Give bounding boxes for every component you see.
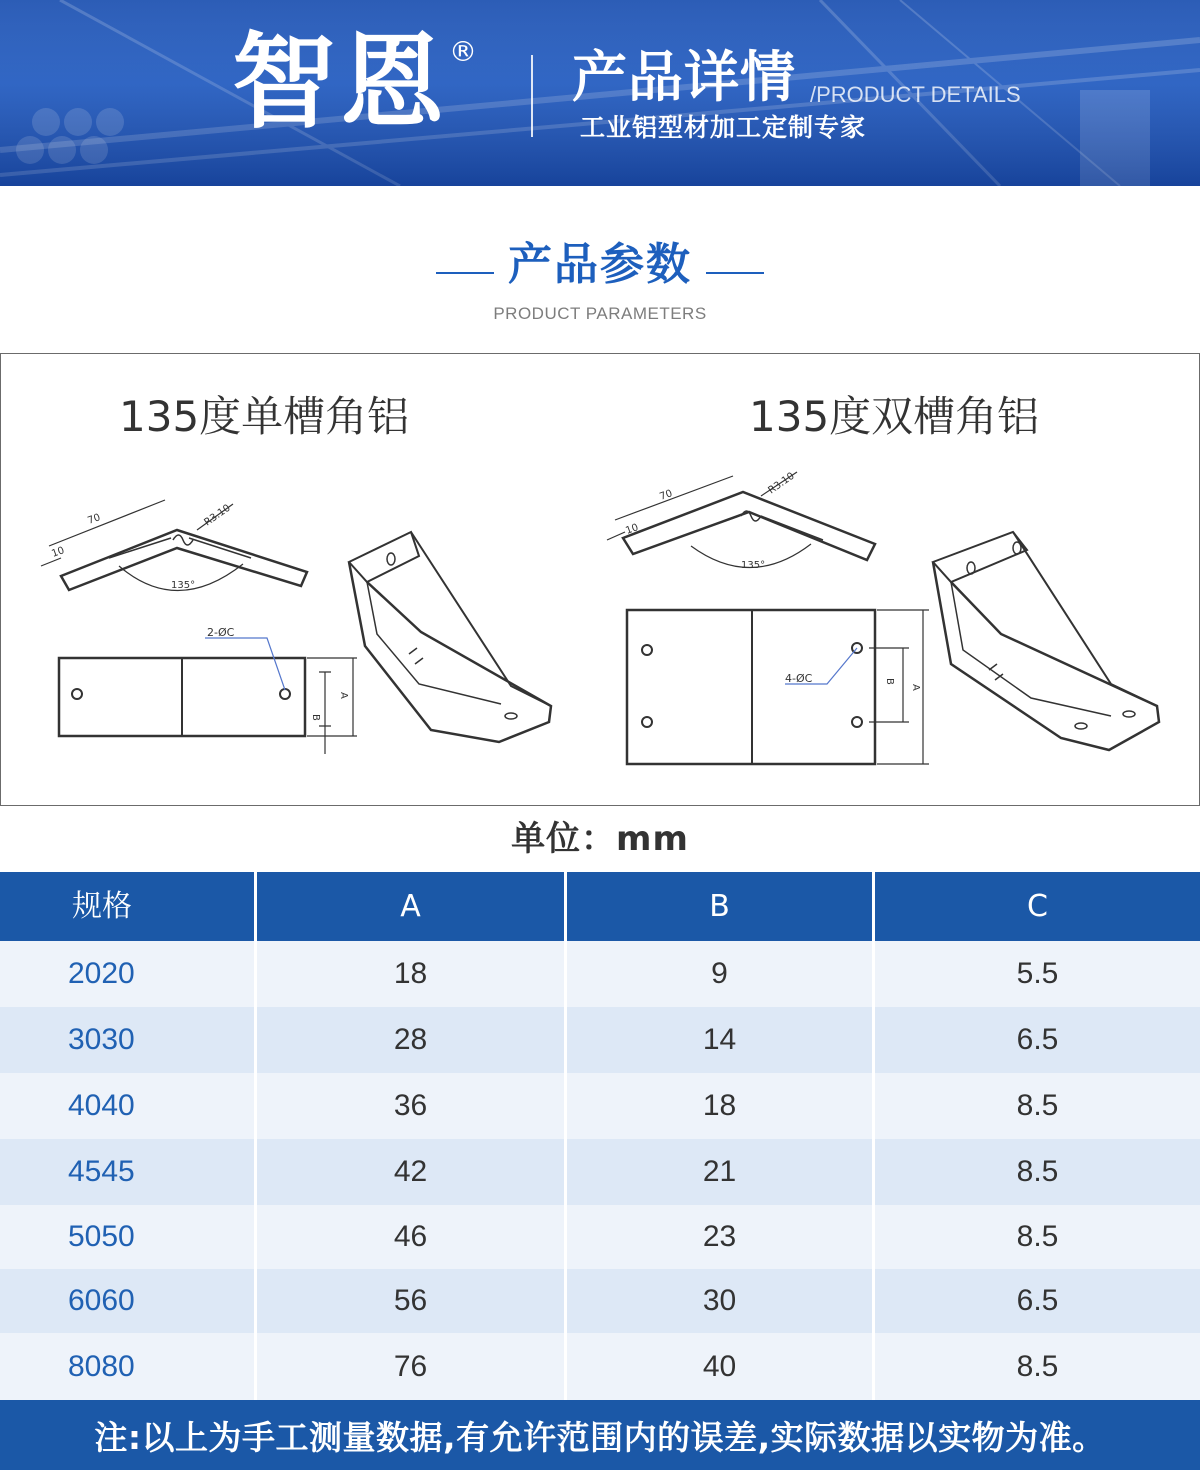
cell-spec: 2020 [0,941,254,1007]
cell-c: 8.5 [875,1073,1200,1139]
table-row [0,1333,1200,1400]
double-edge-dim: 10 [624,522,640,537]
cell-a: 46 [257,1205,564,1269]
single-slot-3d-view [349,532,551,742]
cell-b: 23 [567,1205,872,1269]
cell-a: 56 [257,1269,564,1333]
cell-b: 40 [567,1333,872,1400]
section-title-line-right [706,272,764,274]
single-slot-side-view [41,500,307,591]
double-a-dim: A [910,684,921,691]
table-header-row [0,872,1200,941]
technical-drawing-panel [0,353,1200,806]
table-row [0,1269,1200,1333]
double-b-dim: B [884,678,895,685]
cell-a: 28 [257,1007,564,1073]
cell-spec: 3030 [0,1007,254,1073]
single-slot-title: 135度单槽角铝 [119,392,410,441]
cell-c: 6.5 [875,1269,1200,1333]
spec-table [0,872,1200,1400]
unit-label: 单位：mm [511,819,689,859]
cell-a: 76 [257,1333,564,1400]
brand-logo-text: 智恩 [232,21,449,143]
double-slot-front-view [627,610,929,764]
top-banner [0,0,1200,186]
cell-spec: 5050 [0,1205,254,1269]
cell-a: 42 [257,1139,564,1205]
single-radius-dim: R3.10 [202,502,233,529]
cell-a: 18 [257,941,564,1007]
header-spec: 规格 [0,872,254,941]
cell-spec: 4040 [0,1073,254,1139]
cell-c: 8.5 [875,1139,1200,1205]
single-b-dim: B [310,714,321,721]
double-angle-dim: 135° [741,560,766,571]
cell-b: 30 [567,1269,872,1333]
table-row [0,941,1200,1007]
section-title: 产品参数 [508,239,692,290]
cell-c: 6.5 [875,1007,1200,1073]
double-holes-label: 4-ØC [785,672,813,685]
registered-mark: ® [449,35,477,68]
cell-spec: 4545 [0,1139,254,1205]
double-length-dim: 70 [658,488,674,503]
single-holes-label: 2-ØC [207,626,235,639]
double-radius-dim: R3.10 [766,470,797,497]
table-row [0,1139,1200,1205]
cell-b: 9 [567,941,872,1007]
table-row [0,1205,1200,1269]
double-slot-side-view [607,471,875,571]
footer-note-text: 注:以上为手工测量数据,有允许范围内的误差,实际数据以实物为准。 [94,1417,1106,1457]
cell-spec: 6060 [0,1269,254,1333]
double-slot-title: 135度双槽角铝 [749,392,1040,441]
technical-drawings [1,354,1199,805]
header-c: C [875,872,1200,941]
header-b: B [567,872,872,941]
table-row [0,1073,1200,1139]
cell-b: 21 [567,1139,872,1205]
cell-b: 18 [567,1073,872,1139]
cell-c: 8.5 [875,1205,1200,1269]
section-subtitle: PRODUCT PARAMETERS [493,304,707,323]
single-angle-dim: 135° [171,580,196,591]
single-edge-dim: 10 [50,545,66,560]
double-slot-3d-view [933,532,1159,750]
header-a: A [257,872,564,941]
single-length-dim: 70 [86,512,102,527]
banner-title: 产品详情 [572,45,797,109]
cell-spec: 8080 [0,1333,254,1400]
banner-subtitle: 工业铝型材加工定制专家 [580,113,867,142]
single-slot-front-view [59,626,357,754]
cell-c: 8.5 [875,1333,1200,1400]
banner-divider [531,55,533,137]
cell-a: 36 [257,1073,564,1139]
single-a-dim: A [338,692,349,699]
footer-note [0,1400,1200,1470]
cell-c: 5.5 [875,941,1200,1007]
table-row [0,1007,1200,1073]
cell-b: 14 [567,1007,872,1073]
banner-title-en: /PRODUCT DETAILS [810,82,1021,107]
